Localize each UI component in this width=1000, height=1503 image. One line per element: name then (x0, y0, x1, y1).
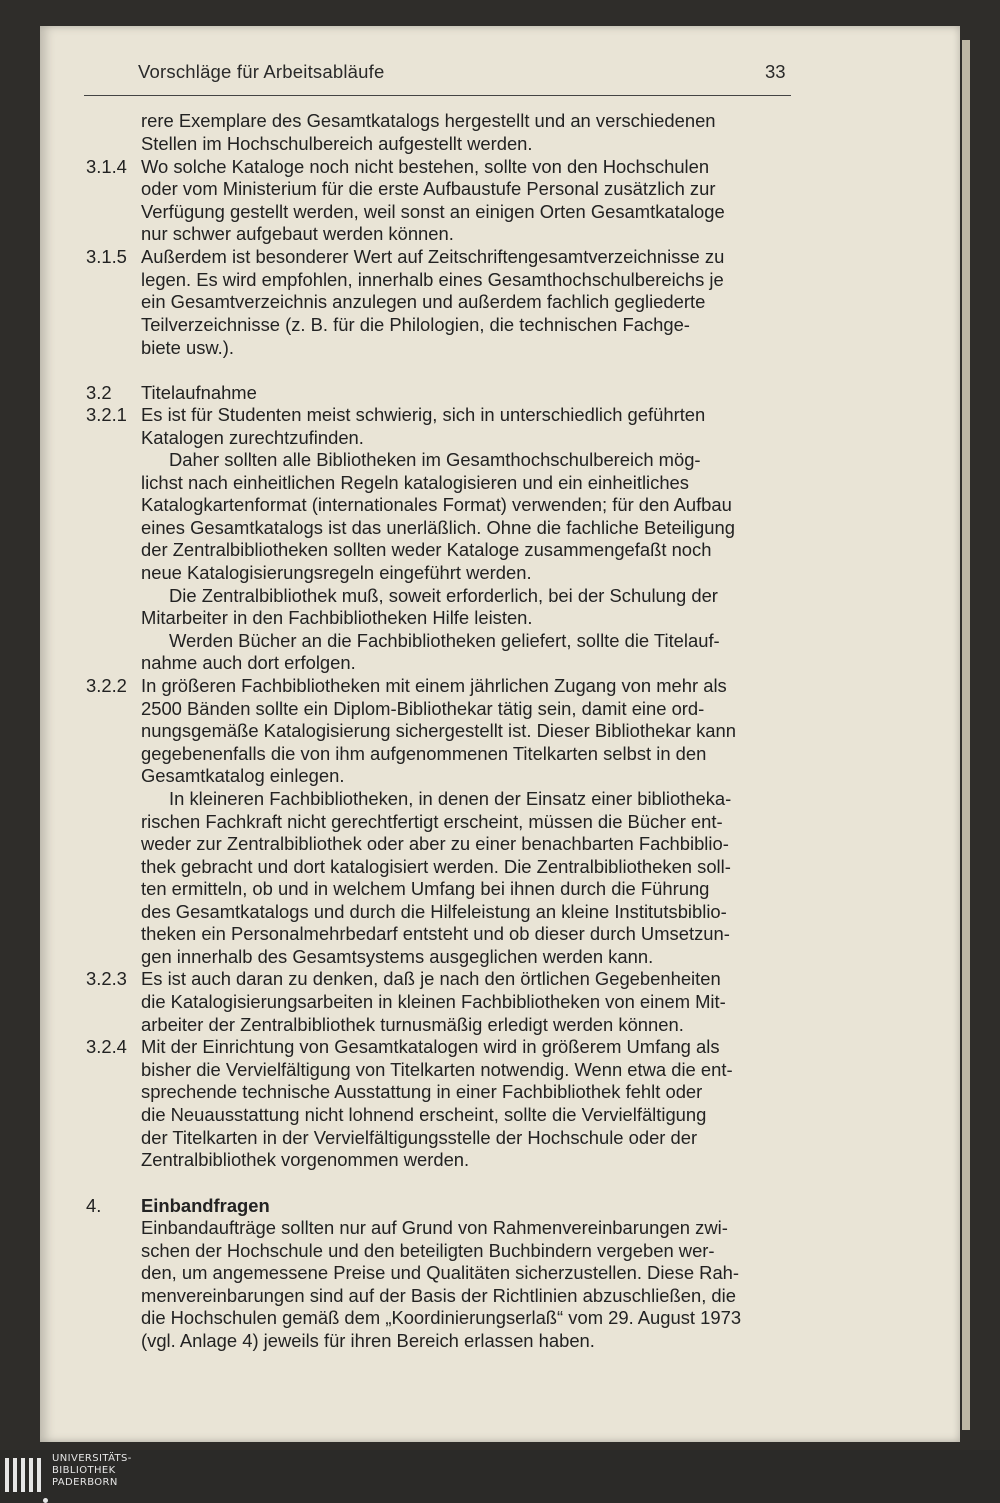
text-line: eines Gesamtkatalogs ist das unerläßlich. Ohne die fachliche Beteiligung (141, 517, 735, 538)
text-line: Gesamtkatalog einlegen. (141, 765, 345, 786)
section-number: 3.1.5 (86, 246, 127, 267)
text-line: Einbandaufträge sollten nur auf Grund von Rahmenvereinbarungen zwi- (141, 1217, 728, 1238)
text-line: den, um angemessene Preise und Qualitäten sicherzustellen. Diese Rah- (141, 1262, 740, 1283)
text-line: legen. Es wird empfohlen, innerhalb eines Gesamthochschulbereichs je (141, 269, 724, 290)
library-logo-text (52, 1453, 132, 1489)
library-footer (0, 1450, 1000, 1501)
text-line: Außerdem ist besonderer Wert auf Zeitschriftengesamtverzeichnisse zu (141, 246, 725, 267)
text-line: biete usw.). (141, 337, 235, 358)
text-line: Die Zentralbibliothek muß, soweit erforderlich, bei der Schulung der (169, 585, 718, 606)
text-line: gegebenenfalls die von ihm aufgenommenen Titelkarten selbst in den (141, 743, 707, 764)
section-number: 4. (86, 1195, 102, 1216)
text-line: In kleineren Fachbibliotheken, in denen der Einsatz einer bibliotheka- (169, 788, 732, 809)
text-line: Zentralbibliothek vorgenommen werden. (141, 1149, 470, 1170)
text-line: Mitarbeiter in den Fachbibliotheken Hilfe leisten. (141, 607, 533, 628)
section-number: 3.2.4 (86, 1036, 127, 1057)
text-line: Es ist auch daran zu denken, daß je nach den örtlichen Gegebenheiten (141, 968, 721, 989)
text-line: menvereinbarungen sind auf der Basis der Richtlinien abzuschließen, die (141, 1285, 736, 1306)
text-line: oder vom Ministerium für die erste Aufbaustufe Personal zusätzlich zur (141, 178, 716, 199)
text-line: weder zur Zentralbibliothek oder aber zu einer benachbarten Fachbiblio- (141, 833, 729, 854)
text-line: rere Exemplare des Gesamtkatalogs hergestellt und an verschiedenen (141, 110, 716, 131)
text-line: die Katalogisierungsarbeiten in kleinen Fachbibliotheken von einem Mit- (141, 991, 726, 1012)
text-line: der Titelkarten in der Vervielfältigungsstelle der Hochschule oder der (141, 1127, 698, 1148)
text-line: gen innerhalb des Gesamtsystems ausgeglichen werden kann. (141, 946, 654, 967)
text-line: bisher die Vervielfältigung von Titelkarten notwendig. Wenn etwa die ent- (141, 1059, 733, 1080)
logo-line: PADERBORN (52, 1477, 118, 1488)
text-line: nungsgemäße Katalogisierung sichergestellt ist. Dieser Bibliothekar kann (141, 720, 736, 741)
text-line: Verfügung gestellt werden, weil sonst an einigen Orten Gesamtkataloge (141, 201, 725, 222)
text-line: lichst nach einheitlichen Regeln katalogisieren und ein einheitliches (141, 472, 689, 493)
section-number: 3.2.2 (86, 675, 127, 696)
text-line: Mit der Einrichtung von Gesamtkatalogen wird in größerem Umfang als (141, 1036, 720, 1057)
text-line: thek gebracht und dort katalogisiert werden. Die Zentralbibliotheken soll- (141, 856, 731, 877)
text-line: Katalogen zurechtzufinden. (141, 427, 364, 448)
text-line: nur schwer aufgebaut werden können. (141, 223, 454, 244)
text-line: rischen Fachkraft nicht gerechtfertigt erscheint, müssen die Bücher ent- (141, 811, 723, 832)
page-number: 33 (765, 61, 786, 82)
page-edge (962, 40, 970, 1430)
section-number: 3.2.1 (86, 404, 127, 425)
text-line: des Gesamtkatalogs und durch die Hilfeleistung an kleine Institutsbiblio- (141, 901, 727, 922)
text-line: die Hochschulen gemäß dem „Koordinierungserlaß“ vom 29. August 1973 (141, 1307, 742, 1328)
text-line: die Neuausstattung nicht lohnend erscheint, sollte die Vervielfältigung (141, 1104, 707, 1125)
logo-line: UNIVERSITÄTS- (52, 1453, 132, 1464)
text-line: Werden Bücher an die Fachbibliotheken geliefert, sollte die Titelauf- (169, 630, 720, 651)
text-line: 2500 Bänden sollte ein Diplom-Bibliothekar tätig sein, damit eine ord- (141, 698, 705, 719)
text-line: Katalogkartenformat (internationales Format) verwenden; für den Aufbau (141, 494, 732, 515)
text-line: Es ist für Studenten meist schwierig, sich in unterschiedlich geführten (141, 404, 706, 425)
text-line: sprechende technische Ausstattung in einer Fachbibliothek fehlt oder (141, 1081, 703, 1102)
header-rule (84, 95, 791, 96)
library-logo-icon (5, 1458, 45, 1496)
text-line: nahme auch dort erfolgen. (141, 652, 356, 673)
logo-line: BIBLIOTHEK (52, 1465, 116, 1476)
text-line: Teilverzeichnisse (z. B. für die Philologien, die technischen Fachge- (141, 314, 690, 335)
text-line: (vgl. Anlage 4) jeweils für ihren Bereich erlassen haben. (141, 1330, 595, 1351)
text-line: theken ein Personalmehrbedarf entsteht und ob dieser durch Umsetzun- (141, 923, 730, 944)
text-line: neue Katalogisierungsregeln eingeführt werden. (141, 562, 532, 583)
section-heading: Titelaufnahme (141, 382, 257, 403)
text-line: Daher sollten alle Bibliotheken im Gesamthochschulbereich mög- (169, 449, 701, 470)
text-line: Stellen im Hochschulbereich aufgestellt werden. (141, 133, 533, 154)
section-heading: Einbandfragen (141, 1195, 270, 1216)
text-line: arbeiter der Zentralbibliothek turnusmäßig erledigt werden können. (141, 1014, 684, 1035)
section-number: 3.2.3 (86, 968, 127, 989)
text-line: In größeren Fachbibliotheken mit einem jährlichen Zugang von mehr als (141, 675, 727, 696)
running-header-title: Vorschläge für Arbeitsabläufe (138, 61, 385, 82)
section-number: 3.1.4 (86, 156, 127, 177)
section-number: 3.2 (86, 382, 112, 403)
text-line: Wo solche Kataloge noch nicht bestehen, sollte von den Hochschulen (141, 156, 710, 177)
text-line: ten ermitteln, ob und in welchem Umfang bei ihnen durch die Führung (141, 878, 710, 899)
text-line: schen der Hochschule und den beteiligten Buchbindern vergeben wer- (141, 1240, 715, 1261)
text-line: der Zentralbibliotheken sollten weder Kataloge zusammengefaßt noch (141, 539, 712, 560)
text-line: ein Gesamtverzeichnis anzulegen und außerdem fachlich gegliederte (141, 291, 706, 312)
